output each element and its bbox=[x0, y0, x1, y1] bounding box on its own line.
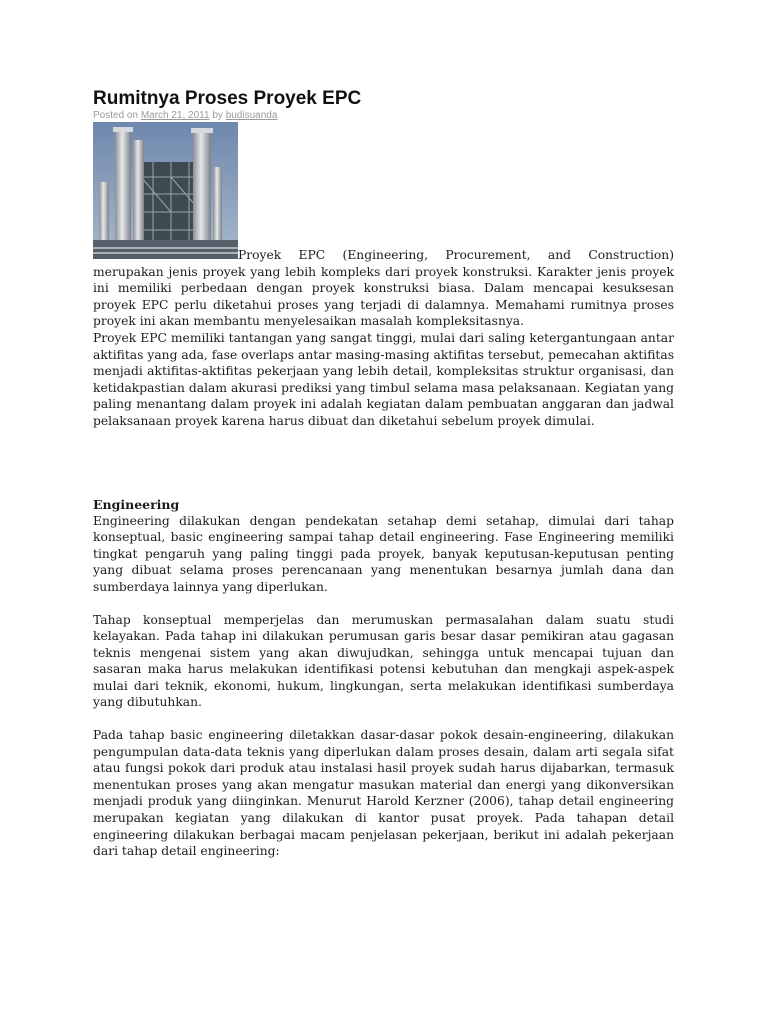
refinery-photo bbox=[93, 122, 238, 259]
by-label: by bbox=[209, 110, 226, 121]
challenge-paragraph: Proyek EPC memiliki tantangan yang sangat tinggi, mulai dari saling ketergantungaan antar aktifitas yang ada, fase overlaps antar masing-masing aktifitas tersebut, pemecahan aktifitas menjadi aktifitas-aktifitas pekerjaan yang lebih detail, kompleksitas struktur organisasi, dan ketidakpastian dalam akurasi prediksi yang timbul selama masa pelaksanaan. Kegiatan yang paling menantang dalam proyek ini adalah kegiatan dalam pembuatan anggaran dan jadwal pelaksanaan proyek karena harus dibuat dan diketahui sebelum proyek dimulai. bbox=[93, 330, 674, 428]
intro-paragraph bbox=[93, 122, 674, 330]
article bbox=[93, 88, 674, 860]
post-date-link[interactable]: March 21, 2011 bbox=[140, 110, 210, 121]
intro-text: Proyek EPC (Engineering, Procurement, and Construction) merupakan jenis proyek yang lebih kompleks dari proyek konstruksi. Karakter jenis proyek ini memiliki perbedaan dengan proyek konstruksi biasa. Dalam mencapai kesuksesan proyek EPC perlu diketahui proses yang terjadi di dalamnya. Memahami rumitnya proses proyek ini akan membantu menyelesaikan masalah kompleksitasnya. bbox=[93, 248, 674, 329]
basic-engineering-paragraph: Pada tahap basic engineering diletakkan dasar-dasar pokok desain-engineering, dilakukan pengumpulan data-data teknis yang diperlukan dalam proses desain, dalam arti segala sifat atau fungsi pokok dari produk atau instalasi hasil proyek sudah harus dijabarkan, termasuk menentukan proses yang akan mengatur masukan material dan energi yang dikonversikan menjadi produk yang diinginkan. Menurut Harold Kerzner (2006), tahap detail engineering merupakan kegiatan yang dilakukan di kantor pusat proyek. Pada tahapan detail engineering dilakukan berbagai macam penjelasan pekerjaan, berikut ini adalah pekerjaan dari tahap detail engineering: bbox=[93, 728, 674, 859]
post-meta bbox=[93, 110, 674, 122]
author-link[interactable]: budisuanda bbox=[225, 110, 278, 121]
engineering-heading: Engineering bbox=[93, 496, 180, 512]
page-title: Rumitnya Proses Proyek EPC bbox=[93, 88, 362, 109]
posted-on-label: Posted on bbox=[93, 110, 141, 121]
engineering-paragraph: Engineering dilakukan dengan pendekatan setahap demi setahap, dimulai dari tahap konseptual, basic engineering sampai tahap detail engineering. Fase Engineering memiliki tingkat pengaruh yang paling tinggi pada proyek, banyak keputusan-keputusan penting yang dibuat selama proses perencanaan yang menentukan besarnya jumlah dana dan sumberdaya lainnya yang diperlukan. bbox=[93, 513, 674, 594]
conceptual-paragraph: Tahap konseptual memperjelas dan merumuskan permasalahan dalam suatu studi kelayakan. Pada tahap ini dilakukan perumusan garis besar dasar pemikiran atau gagasan teknis mengenai sistem yang akan diwujudkan, sehingga untuk mencapai tujuan dan sasaran maka harus melakukan identifikasi potensi kebutuhan dan mengkaji aspek-aspek mulai dari teknik, ekonomi, hukum, lingkungan, serta melakukan identifikasi sumberdaya yang dibutuhkan. bbox=[93, 612, 674, 710]
